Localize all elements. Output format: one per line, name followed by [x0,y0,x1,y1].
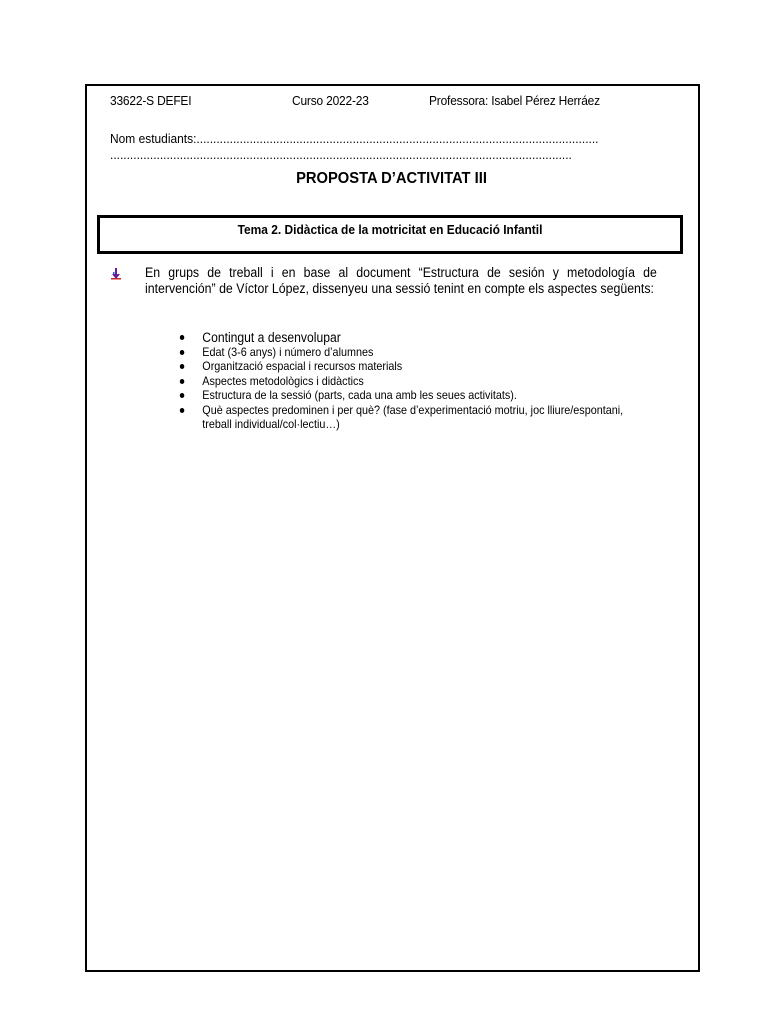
bullet-icon [180,408,185,413]
students-name-line: Nom estudiants:......................................................................................................................... [110,131,599,146]
teacher-name: Professora: Isabel Pérez Herráez [429,93,600,108]
course-code: 33622-S DEFEI [110,93,192,108]
list-item: Edat (3-6 anys) i número d’alumnes [178,345,655,359]
list-item: Contingut a desenvolupar [178,330,655,345]
topic-box [97,215,683,254]
students-dots-line: ........................................................................................................................................... [110,147,572,162]
instruction-paragraph: En grups de treball i en base al document “Estructura de sesión y metodología de intervención” de Víctor López, dissenyeu una sessió tenint en compte els aspectes següents: [145,265,657,296]
list-item: Estructura de la sessió (parts, cada una amb les seues activitats). [178,388,655,402]
bullet-icon [180,379,185,384]
bullet-icon [180,364,185,369]
course-year: Curso 2022-23 [292,93,369,108]
topic-title: Tema 2. Didàctica de la motricitat en Educació Infantil [237,222,543,237]
bullet-icon [180,350,185,355]
page-title: PROPOSTA D’ACTIVITAT III [296,170,487,187]
bullet-icon [180,335,185,340]
aspects-list [178,330,655,431]
bullet-icon [180,393,185,398]
list-item: Organització espacial i recursos materials [178,359,655,373]
list-item: Aspectes metodològics i didàctics [178,374,655,388]
list-item: Què aspectes predominen i per què? (fase d’experimentació motriu, joc lliure/espontani, treball individual/col·lectiu…) [178,403,655,432]
arrow-bullet-icon [110,268,122,280]
